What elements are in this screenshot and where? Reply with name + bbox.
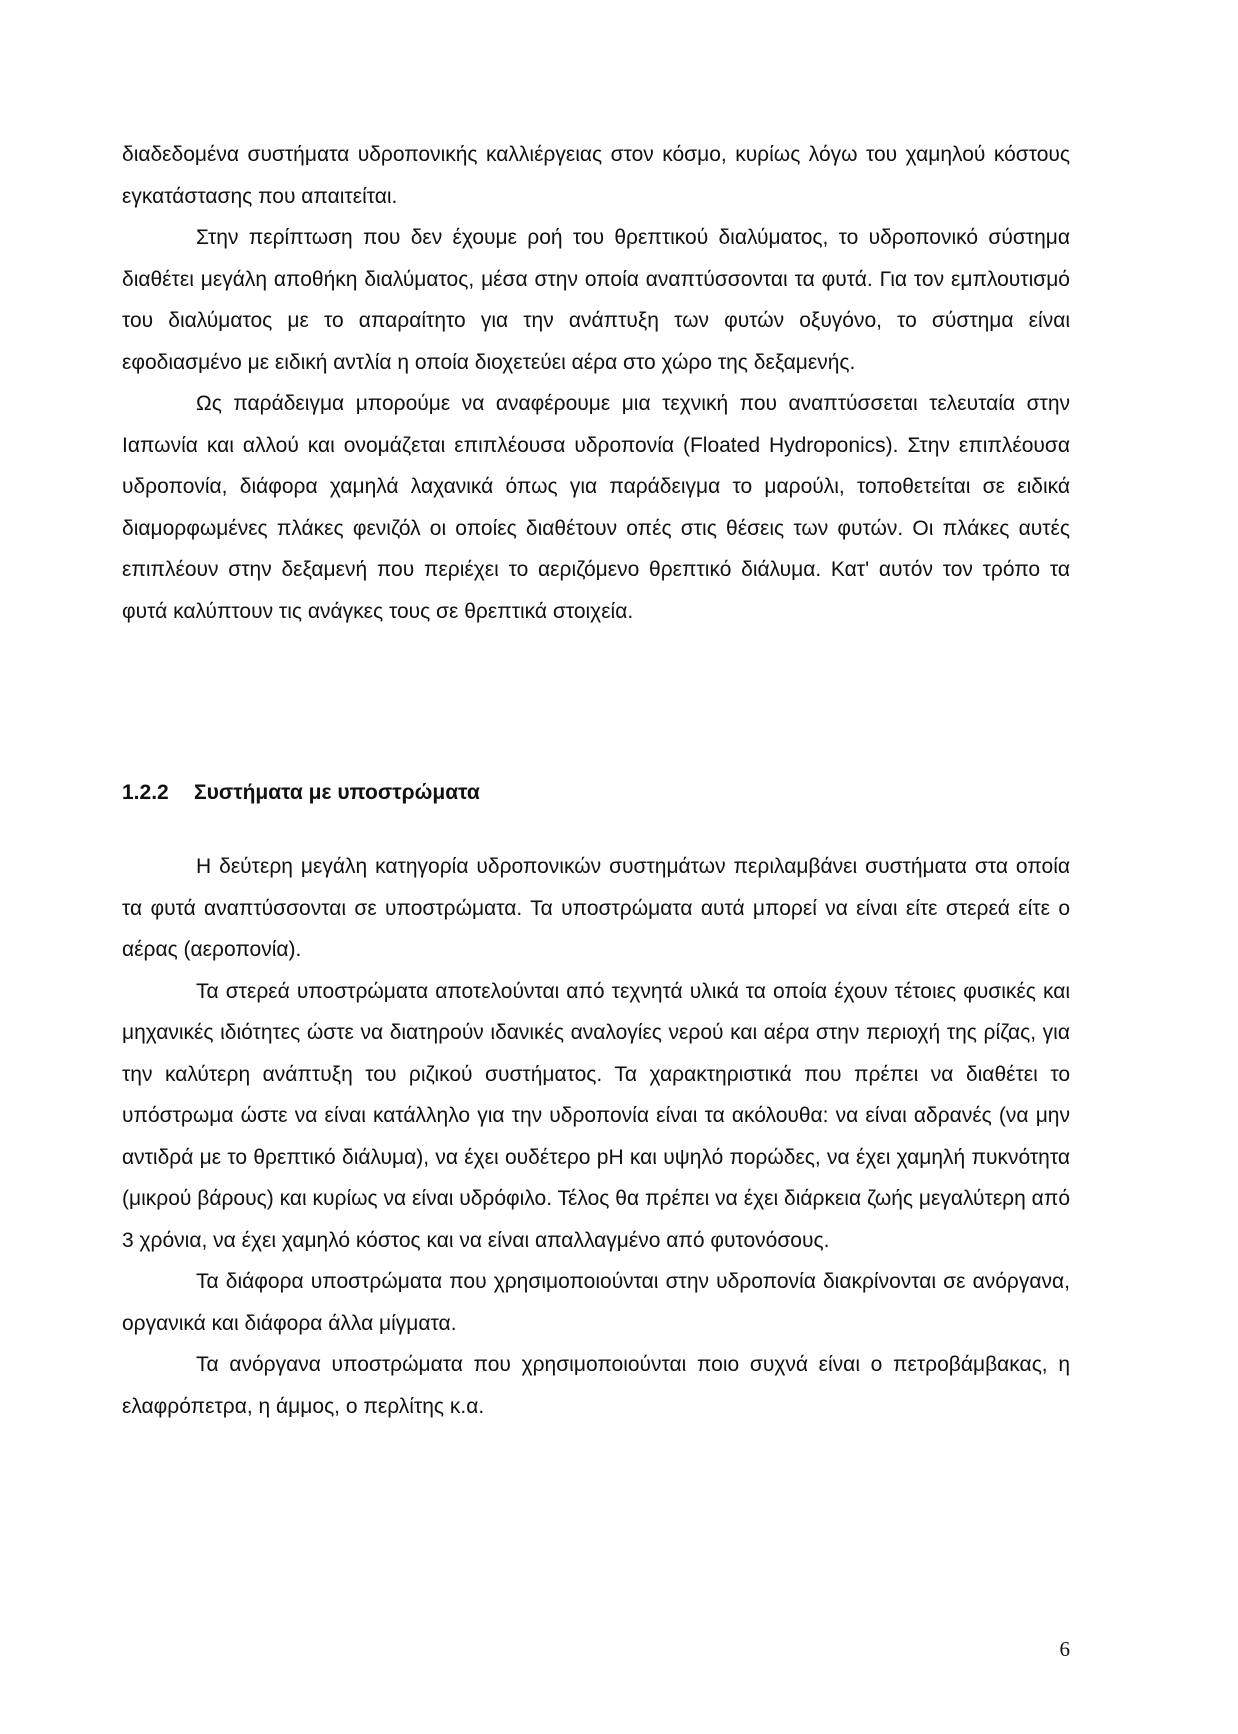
- paragraph-inorganic-substrates: Τα ανόργανα υποστρώματα που χρησιμοποιούνται ποιο συχνά είναι ο πετροβάμβακας, η ελαφρόπετρα, η άμμος, ο περλίτης κ.α.: [122, 1353, 1070, 1418]
- paragraph-substrate-types: Τα διάφορα υποστρώματα που χρησιμοποιούνται στην υδροπονία διακρίνονται σε ανόργανα, οργανικά και διάφορα άλλα μίγματα.: [122, 1270, 1070, 1335]
- paragraph-substrate-category: Η δεύτερη μεγάλη κατηγορία υδροπονικών συστημάτων περιλαμβάνει συστήματα στα οποία τα φυτά αναπτύσσονται σε υποστρώματα. Τα υποστρώματα αυτά μπορεί να είναι είτε στερεά είτε ο αέρας (αεροπονία).: [122, 855, 1070, 961]
- bottom-text-block: [122, 846, 1070, 1427]
- paragraph-no-flow-system: Στην περίπτωση που δεν έχουμε ροή του θρεπτικού διαλύματος, το υδροπονικό σύστημα διαθέτει μεγάλη αποθήκη διαλύματος, μέσα στην οποία αναπτύσσονται τα φυτά. Για τον εμπλουτισμό του διαλύματος με το απαραίτητο για την ανάπτυξη των φυτών οξυγόνο, το σύστημα είναι εφοδιασμένο με ειδική αντλία η οποία διοχετεύει αέρα στο χώρο της δεξαμενής.: [122, 226, 1070, 374]
- section-number: 1.2.2: [122, 781, 169, 804]
- paragraph-floated-hydroponics: Ως παράδειγμα μπορούμε να αναφέρουμε μια τεχνική που αναπτύσσεται τελευταία στην Ιαπωνία και αλλού και ονομάζεται επιπλέουσα υδροπονία (Floated Hydroponics). Στην επιπλέουσα υδροπονία, διάφορα χαμηλά λαχανικά όπως για παράδειγμα το μαρούλι, τοποθετείται σε ειδικά διαμορφωμένες πλάκες φενιζόλ οι οποίες διαθέτουν οπές στις θέσεις των φυτών. Οι πλάκες αυτές επιπλέουν στην δεξαμενή που περιέχει το αεριζόμενο θρεπτικό διάλυμα. Κατ' αυτόν τον τρόπο τα φυτά καλύπτουν τις ανάγκες τους σε θρεπτικά στοιχεία.: [122, 392, 1070, 623]
- page-number: 6: [1059, 1637, 1070, 1661]
- paragraph-solid-substrates: Τα στερεά υποστρώματα αποτελούνται από τεχνητά υλικά τα οποία έχουν τέτοιες φυσικές και μηχανικές ιδιότητες ώστε να διατηρούν ιδανικές αναλογίες νερού και αέρα στην περιοχή της ρίζας, για την καλύτερη ανάπτυξη του ριζικού συστήματος. Τα χαρακτηριστικά που πρέπει να διαθέτει το υπόστρωμα ώστε να είναι κατάλληλο για την υδροπονία είναι τα ακόλουθα: να είναι αδρανές (να μην αντιδρά με το θρεπτικό διάλυμα), να έχει ουδέτερο pH και υψηλό πορώδες, να έχει χαμηλή πυκνότητα (μικρού βάρους) και κυρίως να είναι υδρόφιλο. Τέλος θα πρέπει να έχει διάρκεια ζωής μεγαλύτερη από 3 χρόνια, να έχει χαμηλό κόστος και να είναι απαλλαγμένο από φυτονόσους.: [122, 979, 1070, 1252]
- paragraph-continuation: διαδεδομένα συστήματα υδροπονικής καλλιέργειας στον κόσμο, κυρίως λόγω του χαμηλού κόστους εγκατάστασης που απαιτείται.: [122, 143, 1070, 208]
- top-text-block: [122, 134, 1070, 632]
- section-title: Συστήματα με υποστρώματα: [194, 781, 480, 804]
- section-heading: [122, 778, 480, 808]
